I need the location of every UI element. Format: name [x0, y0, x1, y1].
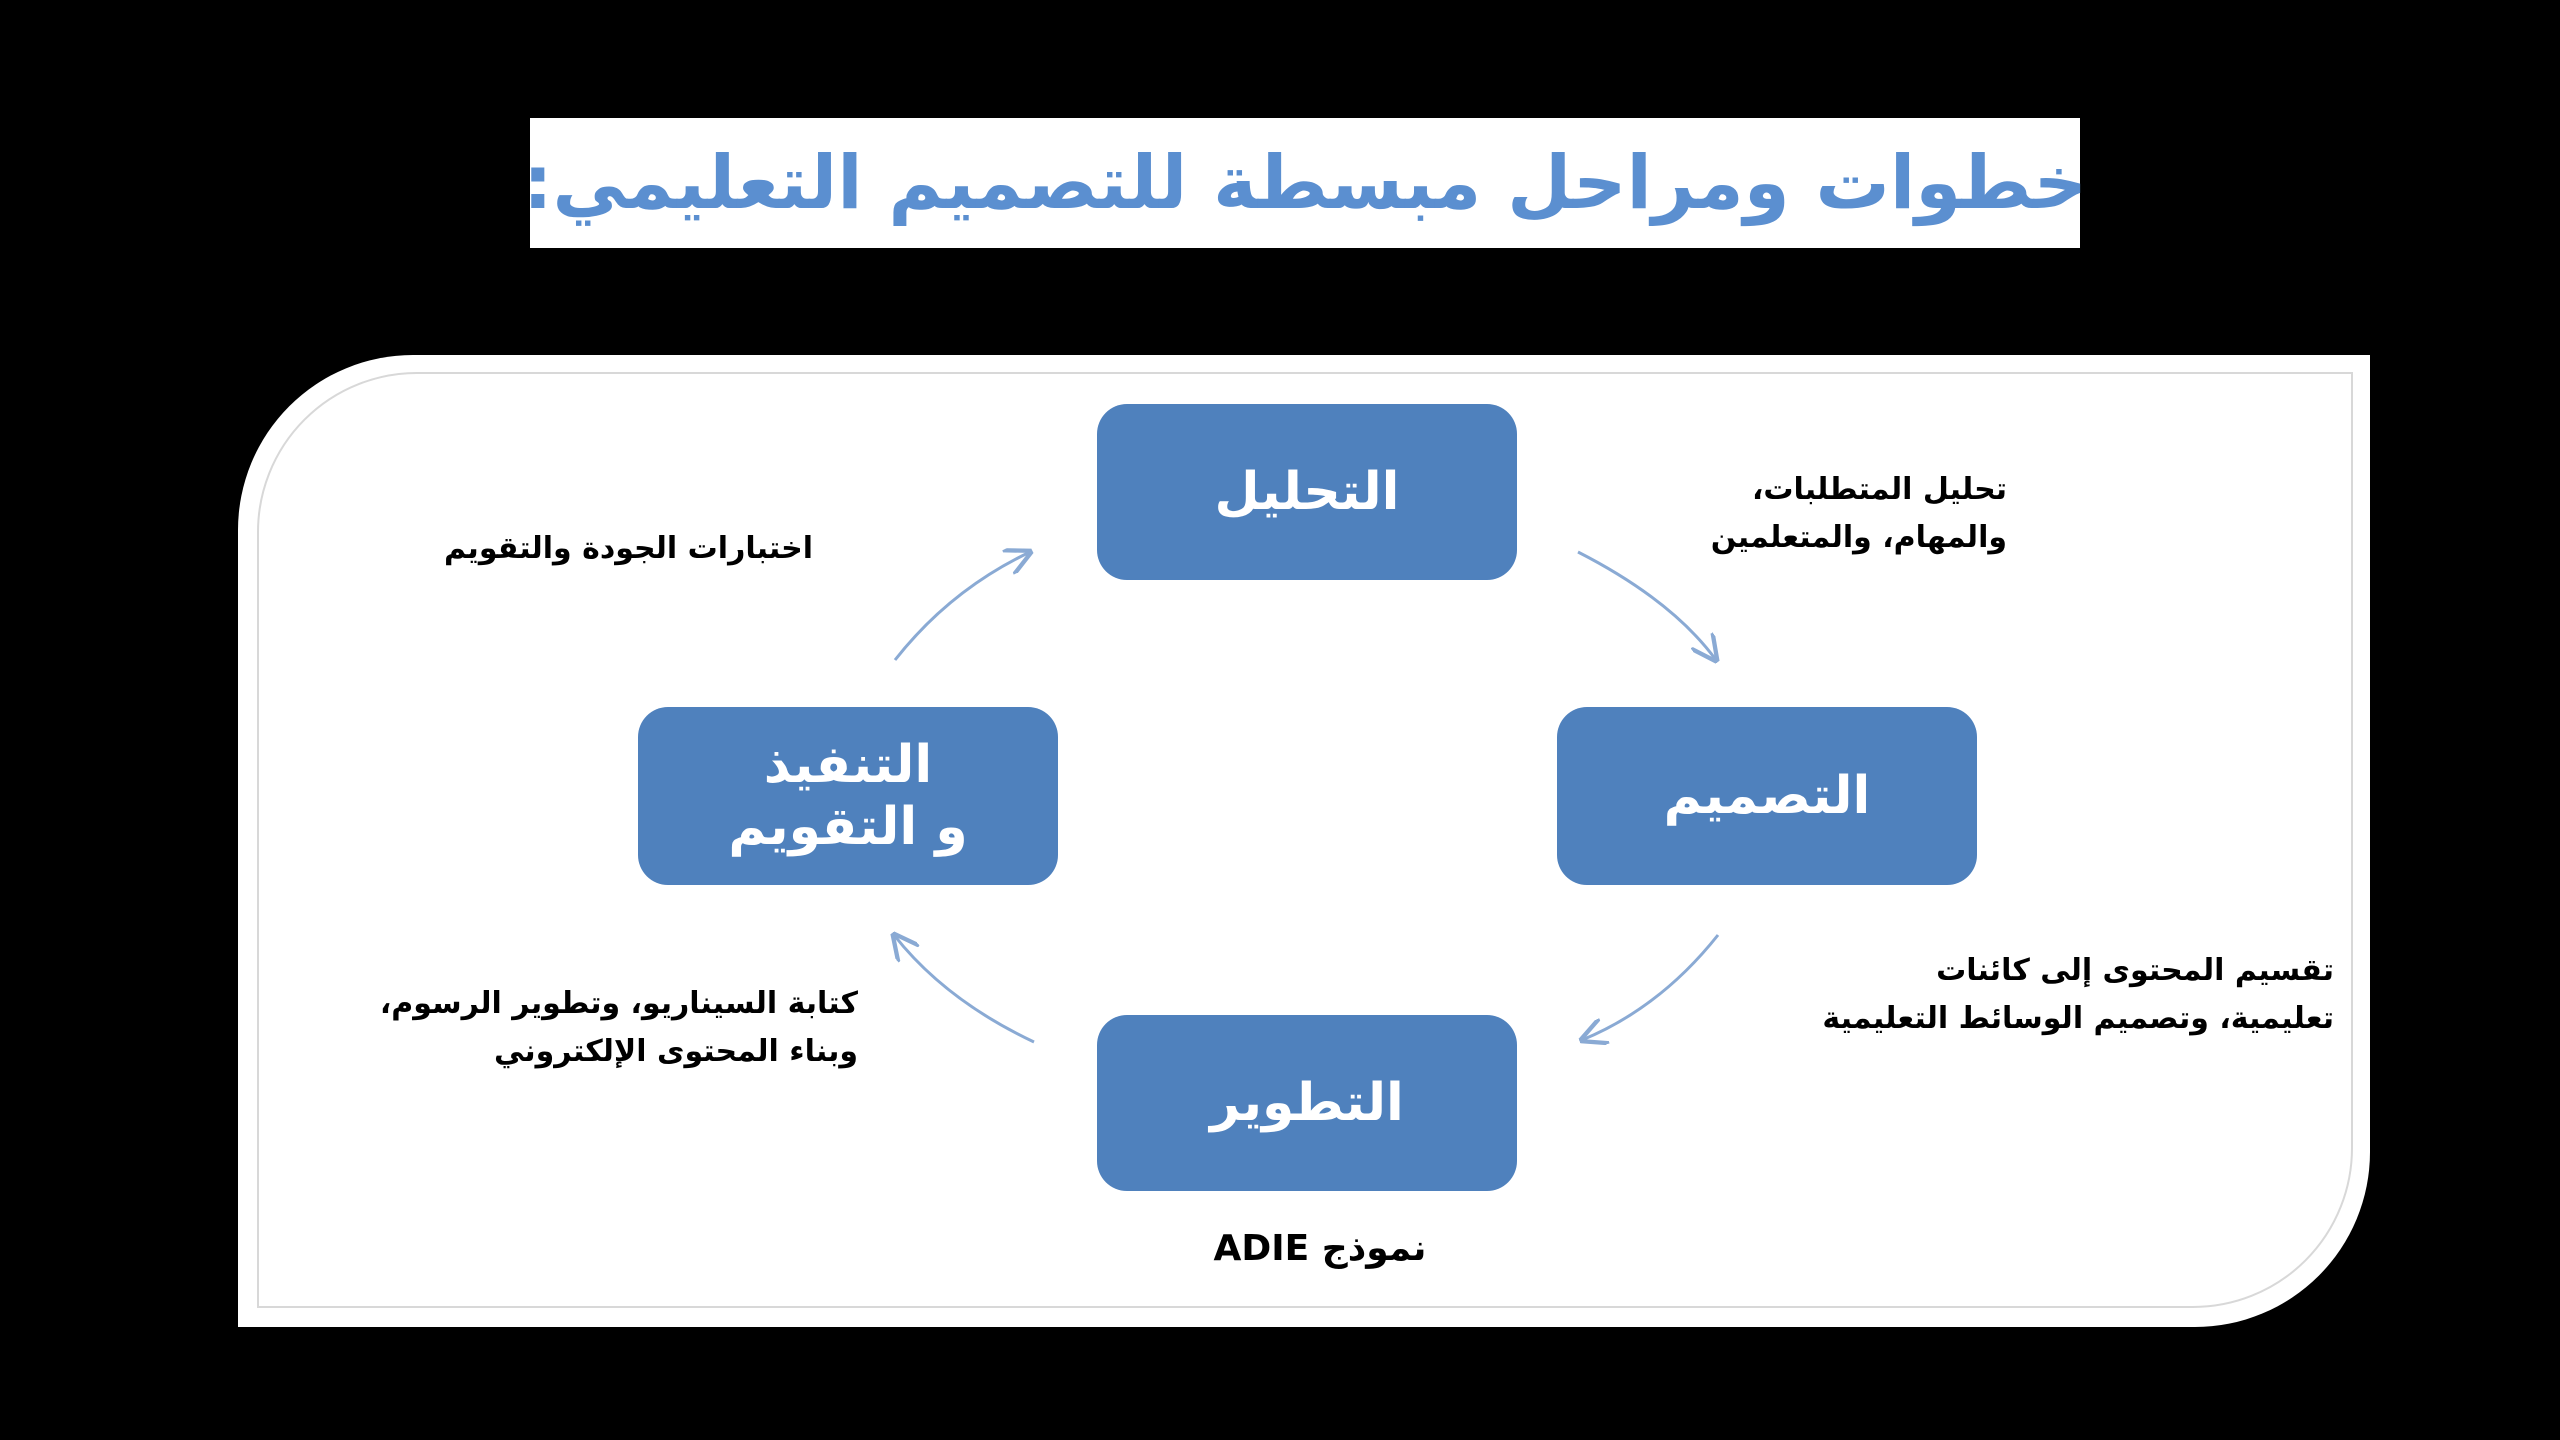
note-analysis-line1: تحليل المتطلبات،	[1751, 472, 2007, 507]
stage-design	[1557, 707, 1977, 885]
stage-development-label: التطوير	[1210, 1072, 1404, 1133]
model-label: نموذج ADIE	[1213, 1228, 1427, 1269]
stage-implementation-line2: و التقويم	[728, 797, 968, 857]
stage-implementation-line1: التنفيذ	[763, 734, 933, 795]
note-development	[380, 980, 858, 1076]
note-development-line2: وبناء المحتوى الإلكتروني	[494, 1034, 858, 1069]
note-design	[1822, 947, 2334, 1043]
note-evaluation-text: اختبارات الجودة والتقويم	[444, 531, 813, 566]
note-development-line1: كتابة السيناريو، وتطوير الرسوم،	[379, 986, 858, 1021]
stage-development	[1097, 1015, 1517, 1191]
note-design-line1: تقسيم المحتوى إلى كائنات	[1936, 953, 2334, 988]
note-design-line2: تعليمية، وتصميم الوسائط التعليمية	[1822, 1001, 2334, 1036]
stage-design-label: التصميم	[1663, 765, 1871, 826]
stage-implementation	[638, 707, 1058, 885]
title-banner	[522, 118, 2088, 248]
note-analysis	[1711, 466, 2007, 562]
note-analysis-line2: والمهام، والمتعلمين	[1710, 520, 2007, 555]
stage-analysis-label: التحليل	[1214, 461, 1400, 522]
stage-analysis	[1097, 404, 1517, 580]
note-evaluation	[444, 525, 813, 573]
slide-title: خطوات ومراحل مبسطة للتصميم التعليمي:	[522, 140, 2088, 226]
